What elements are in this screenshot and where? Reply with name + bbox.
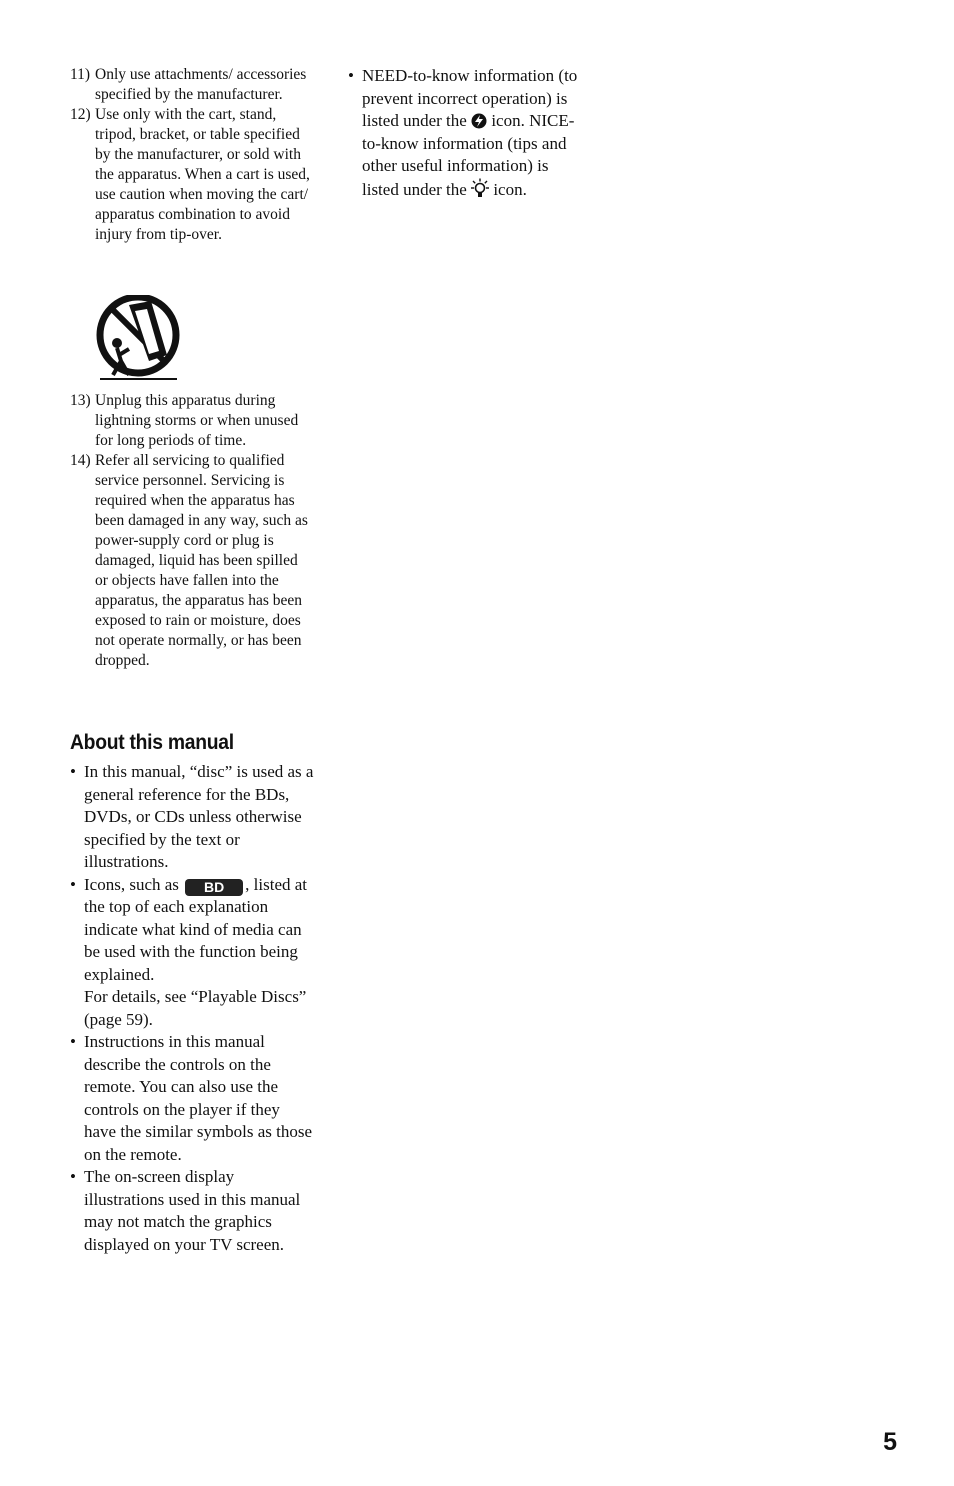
list-item [70,451,312,671]
item-text: Unplug this apparatus during lightning storms or when unused for long periods of time. [95,392,299,449]
bullet-text: , listed at the top of each explanation indicate what kind of media can be used with the function being explained. [84,874,308,984]
item-number: 11) [70,66,91,83]
bullet-detail: For details, see “Playable Discs” (page 59). [84,987,307,1029]
bullet-item [70,1166,315,1256]
item-number: 13) [70,392,91,409]
bullet-text: icon. NICE-to-know information (tips and other useful information) is listed under the [362,111,575,199]
about-bullets [70,761,315,1256]
page-number: 5 [883,1428,897,1456]
item-number: 12) [70,106,91,123]
bullet-text: Icons, such as [84,874,179,894]
bullet-item [70,874,315,1032]
bullet-text: Instructions in this manual describe the controls on the remote. You can also use the controls on the player if they have the similar symbols as those on the remote. [84,1032,313,1164]
bullet-item [70,761,315,874]
list-item [70,105,312,245]
item-number: 14) [70,452,91,469]
item-text: Only use attachments/ accessories specified by the manufacturer. [95,66,307,103]
list-item [70,391,312,451]
bullet-item [70,1031,315,1166]
bullet-item [348,65,588,201]
section-heading: About this manual [70,731,234,754]
bullet-text: NEED-to-know information (to prevent incorrect operation) is listed under the [362,66,578,130]
bullet-text: icon. [493,179,527,199]
lightning-circle-icon [471,113,487,129]
bd-media-badge: BD [185,879,243,896]
bullet-text: The on-screen display illustrations used in this manual may not match the graphics displayed on your TV screen. [84,1167,301,1254]
bullet-text: In this manual, “disc” is used as a general reference for the BDs, DVDs, or CDs unless otherwise specified by the text or illustrations. [84,762,314,871]
notes-bullets [348,65,588,201]
tip-over-cart-warning-icon [95,295,181,381]
list-item [70,65,312,105]
item-text: Refer all servicing to qualified service personnel. Servicing is required when the apparatus has been damaged in any way, such as power-supply cord or plug is damaged, liquid has been spilled or objects have fallen into the apparatus, the apparatus has been exposed to rain or moisture, does not operate normally, or has been dropped. [95,452,308,669]
item-text: Use only with the cart, stand, tripod, bracket, or table specified by the manufacturer, or sold with the apparatus. When a cart is used, use caution when moving the cart/ apparatus combination to avoid injury from tip-over. [95,106,310,243]
safety-list-b [70,391,312,671]
safety-list-a [70,65,312,245]
lightbulb-icon [471,178,489,198]
